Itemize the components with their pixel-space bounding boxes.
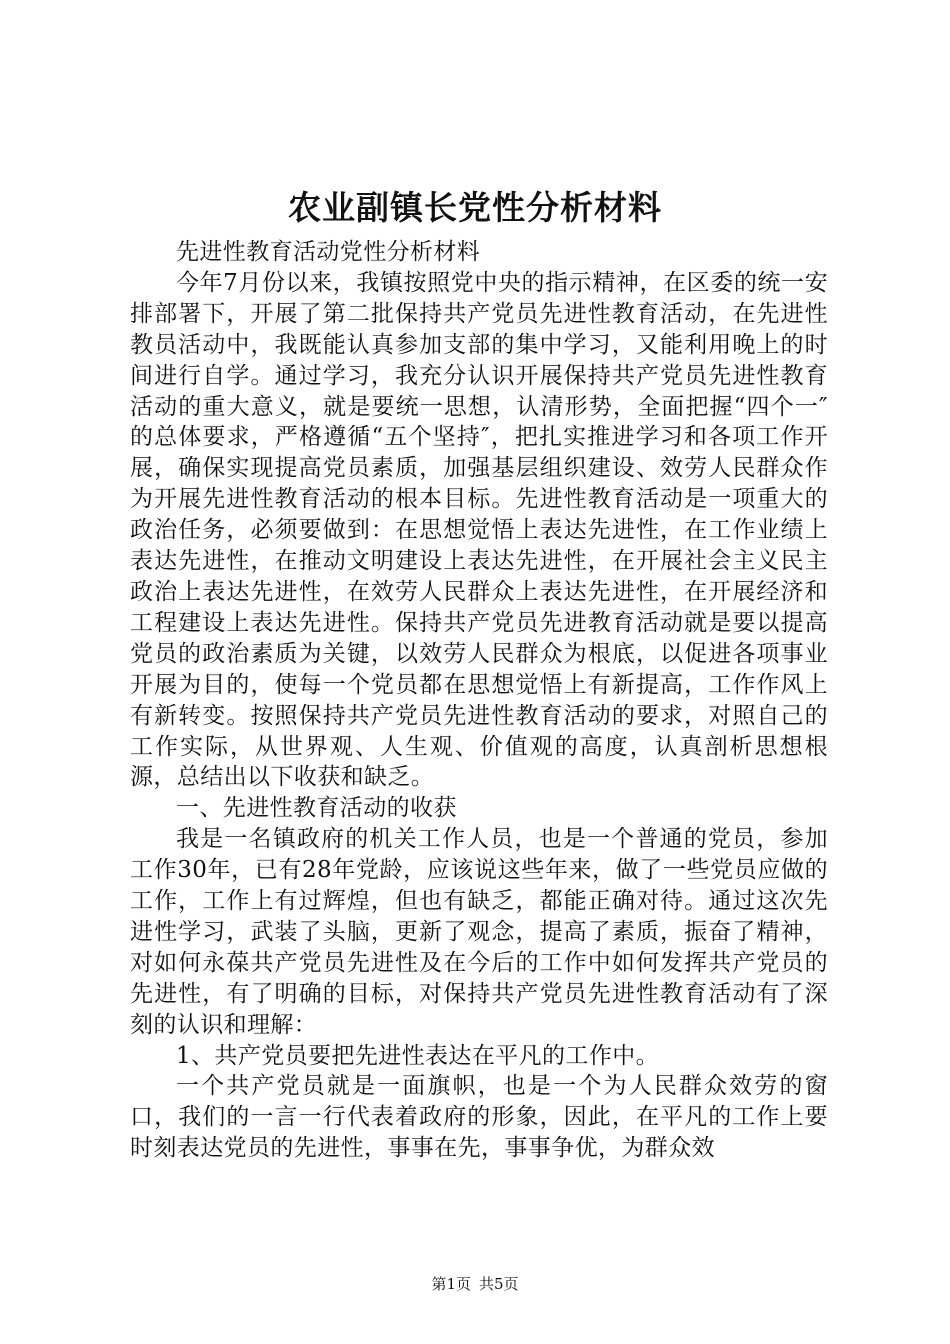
body-paragraph: 今年7月份以来，我镇按照党中央的指示精神，在区委的统一安排部署下，开展了第二批保持共产党员先进性教育活动，在先进性教员活动中，我既能认真参加支部的集中学习，又能利用晚上的时间进行自学。通过学习，我充分认识开展保持共产党员先进性教育活动的重大意义，就是要统一思想，认清形势，全面把握“四个一″的总体要求，严格遵循“五个坚持″，把扎实推进学习和各项工作开展，确保实现提高党员素质，加强基层组织建设、效劳人民群众作为开展先进性教育活动的根本目标。先进性教育活动是一项重大的政治任务，必须要做到：在思想觉悟上表达先进性，在工作业绩上表达先进性，在推动文明建设上表达先进性，在开展社会主义民主政治上表达先进性，在效劳人民群众上表达先进性，在开展经济和工程建设上表达先进性。保持共产党员先进教育活动就是要以提高党员的政治素质为关键，以效劳人民群众为根底，以促进各项事业开展为目的，使每一个党员都在思想觉悟上有新提高，工作作风上有新转变。按照保持共产党员先进性教育活动的要求，对照自己的工作实际，从世界观、人生观、价值观的高度，认真剖析思想根源，总结出以下收获和缺乏。 bbox=[130, 269, 828, 791]
body-paragraph: 我是一名镇政府的机关工作人员，也是一个普通的党员，参加工作30年，已有28年党龄，应该说这些年来，做了一些党员应做的工作，工作上有过辉煌，但也有缺乏，都能正确对待。通过这次先进性学习，武装了头脑，更新了观念，提高了素质，振奋了精神，对如何永葆共产党员先进性及在今后的工作中如何发挥共产党员的先进性，有了明确的目标，对保持共产党员先进性教育活动有了深刻的认识和理解： bbox=[130, 826, 828, 1038]
section-heading: 一、先进性教育活动的收获 bbox=[176, 795, 457, 822]
document-title: 农业副镇长党性分析材料 bbox=[288, 188, 662, 227]
body-paragraph: 一个共产党员就是一面旗帜，也是一个为人民群众效劳的窗口，我们的一言一行代表着政府的形象，因此，在平凡的工作上要时刻表达党员的先进性，事事在先，事事争优，为群众效 bbox=[130, 1073, 828, 1162]
page-total: 共5页 bbox=[479, 1275, 519, 1293]
document-body bbox=[130, 237, 828, 1164]
page-footer bbox=[0, 1273, 950, 1295]
sub-heading: 1、共产党员要把先进性表达在平凡的工作中。 bbox=[176, 1042, 660, 1069]
subtitle-paragraph: 先进性教育活动党性分析材料 bbox=[176, 239, 481, 265]
page-number: 第1页 bbox=[431, 1275, 471, 1293]
